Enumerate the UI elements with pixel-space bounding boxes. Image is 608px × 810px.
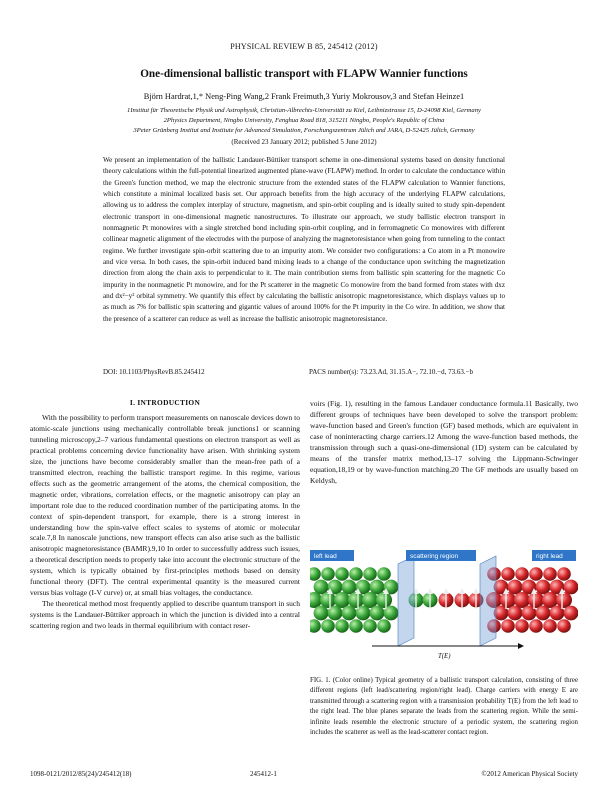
- atom: [362, 592, 378, 608]
- atom: [334, 592, 350, 608]
- affiliation-3: 3Peter Grünberg Institut and Institute for Advanced Simulation, Forschungszentrum Jülich and JARA, D-52425 Jülich, Germany: [133, 127, 475, 134]
- copyright: ©2012 American Physical Society: [481, 770, 578, 778]
- section-heading: I. INTRODUCTION: [129, 398, 201, 407]
- atom: [536, 606, 551, 621]
- atom: [321, 619, 335, 633]
- atom: [514, 592, 530, 608]
- paragraph: With the possibility to perform transport measurements on nanoscale devices down to atomic-scale junctions using mechanically controllable break junctions1 or scanning tunneling microscopy,2–7 various fundamental questions on electron transport as well as practical problems concerning device functionality have arisen. With shrinking system size, the junctions have become considerably smaller than the mean-free path of a transmitted electron, reaching the ballistic transport regime. In this regime, various effects such as the geometric arrangement of the atoms, the chemical composition, the magnetic order, vibrations, correlation effects, or the magnetic anisotropy can play an important role due to the reduced coordination number of the participating atoms. In the context of spin-dependent transport, for example, there is a strong interest in understanding how the spin-valve effect scales to systems of atomic or molecular scale.7,8 In nanoscale junctions, new transport effects can also arise such as the ballistic anisotropic magnetoresistance (BAMR).9,10 In order to successfully address such issues, a theoretical description needs to properly take into account the electronic structure of the system, which is typically obtained by first-principles methods based on density functional theory (DFT). The central experimental quantity is the measured current versus bias voltage (I-V curve) or, at small bias voltages, the conductance.: [30, 413, 300, 598]
- atom: [529, 567, 543, 581]
- atom: [320, 592, 336, 608]
- pacs-numbers: PACS number(s): 73.23.Ad, 31.15.A−, 72.10.−d, 73.63.−b: [309, 368, 474, 376]
- affiliation-1: 1Institut für Theoretische Physik und Astrophysik, Christian-Albrechts-Universität zu Kiel, Leibnizstrasse 15, D-24098 Kiel, Germany: [127, 107, 481, 114]
- atom: [377, 619, 391, 633]
- left-column: [30, 413, 300, 632]
- transmission-arrowhead: [518, 643, 524, 649]
- abstract: [103, 155, 505, 325]
- atom: [529, 619, 543, 633]
- atom: [314, 580, 329, 595]
- spin-arrowhead: [443, 588, 449, 594]
- atom: [310, 567, 321, 581]
- atom: [370, 580, 385, 595]
- atom: [377, 567, 391, 581]
- spin-arrowhead: [473, 588, 479, 594]
- left-boundary-plane: [398, 556, 414, 646]
- atom: [557, 619, 571, 633]
- figure-caption: FIG. 1. (Color online) Typical geometry of a ballistic transport calculation, consisting of three different regions (left lead/scattering region/right lead). Charge carriers with energy E are transmitted through a scattering region with a transmission probability T(E) from the left lead to the right lead. The blue planes separate the leads from the scattering region. While the semi-infinite leads resemble the electronic structure of a periodic system, the scattering region includes the scatterer as well as the lead-scatterer contact region.: [310, 677, 578, 737]
- right-lead-label: right lead: [536, 553, 563, 560]
- atom: [543, 619, 557, 633]
- atom: [321, 567, 335, 581]
- right-boundary-plane: [480, 556, 496, 646]
- atom: [314, 606, 329, 621]
- atom: [363, 567, 377, 581]
- affiliation-2: 2Physics Department, Ningbo University, Fenghua Road 818, 315211 Ningbo, People's Republic of China: [163, 117, 445, 124]
- atom: [528, 592, 544, 608]
- paragraph: voirs (Fig. 1), resulting in the famous Landauer conductance formula.11 Basically, two different groups of techniques have been developed to solve the transport problem: wave-function based and Green's function (GF) based methods, which are equivalent in case of noninteracting charge carriers.12 Among the wave-function based methods, the transmission through such a quasi-one-dimensional (1D) system can be calculated by means of the transfer matrix method,13–17 solving the Lippmann-Schwinger equation,18,19 or by wave-function matching.20 The GF methods are usually based on Keldysh,: [310, 399, 578, 485]
- atom: [501, 619, 515, 633]
- atom: [335, 567, 349, 581]
- spin-arrowhead: [459, 588, 465, 594]
- right-column: [310, 399, 578, 487]
- journal-header: PHYSICAL REVIEW B 85, 245412 (2012): [230, 42, 378, 51]
- left-lead-label: left lead: [314, 553, 337, 560]
- abstract-text: We present an implementation of the ballistic Landauer-Büttiker transport scheme in one-dimensional systems based on density functional theory calculations within the full-potential linearized augmented plane-wave (FLAPW) method. In order to calculate the conductance within the Green's function method, we map the electronic structure from the extended states of the FLAPW calculation to Wannier functions, which constitute a minimal localized basis set. Our approach benefits from the high accuracy of the underlying FLAPW calculations, allowing us to address the complex interplay of structure, magnetism, and spin-orbit coupling and is ideally suited to study spin-dependent electronic transport in one-dimensional magnetic nanostructures. To illustrate our approach, we study ballistic electron transport in nonmagnetic Pt monowires with a single stretched bond including spin-orbit coupling, and in ferromagnetic Co monowires with different collinear magnetic alignment of the electrodes with the purpose of analyzing the magnetoresistance when going from tunneling to the contact regime. We further investigate spin-orbit scattering due to an impurity atom. We consider two configurations: a Co atom in a Pt monowire and vice versa. In both cases, the spin-orbit induced band mixing leads to a change of the conductance upon switching the magnetization direction from along the chain axis to perpendicular to it. The main contribution stems from ballistic spin scattering for the magnetic Co impurity in the nonmagnetic Pt monowire, and for the Pt scatterer in the magnetic Co monowire from the band formed from states with dxz and dx²−y² orbital symmetry. We quantify this effect by calculating the ballistic anisotropic magnetoresistance, which displays values up to as much as 7% for ballistic spin scattering and gigantic values of around 100% for the Pt impurity in the Co wire. In addition, we show that the presence of a scatterer can reduce as well as increase the ballistic anisotropic magnetoresistance.: [103, 156, 505, 323]
- atom: [370, 606, 385, 621]
- atom: [363, 619, 377, 633]
- atom: [515, 567, 529, 581]
- atom: [376, 592, 392, 608]
- page-number: 245412-1: [250, 770, 277, 778]
- atom: [501, 567, 515, 581]
- atom: [556, 592, 572, 608]
- scattering-region-label: scattering region: [410, 553, 459, 560]
- atom: [536, 580, 551, 595]
- atom: [348, 592, 364, 608]
- atom: [508, 606, 523, 621]
- atom: [564, 580, 578, 595]
- transport-geometry-illustration: [310, 550, 578, 668]
- atom: [557, 567, 571, 581]
- figure-1: [310, 550, 578, 668]
- atom-cluster: [310, 567, 578, 633]
- atom: [543, 567, 557, 581]
- spin-arrowhead: [427, 588, 433, 594]
- received-date: (Received 23 January 2012; published 5 June 2012): [231, 138, 377, 146]
- atom: [310, 619, 321, 633]
- atom: [349, 567, 363, 581]
- atom: [564, 606, 578, 621]
- paper-title: One-dimensional ballistic transport with FLAPW Wannier functions: [140, 68, 468, 80]
- atom: [349, 619, 363, 633]
- paragraph: The theoretical method most frequently applied to describe quantum transport in such systems is the Landauer-Büttiker approach in which the junction is divided into a central scattering region and two leads in thermal equilibrium with contact reser-: [30, 599, 300, 631]
- atom: [342, 580, 357, 595]
- author-list: Björn Hardrat,1,* Neng-Ping Wang,2 Frank Freimuth,3 Yuriy Mokrousov,3 and Stefan Heinze1: [143, 92, 465, 101]
- footer-id: 1098-0121/2012/85(24)/245412(18): [30, 770, 132, 778]
- atom: [342, 606, 357, 621]
- atom: [542, 592, 558, 608]
- atom: [508, 580, 523, 595]
- atom: [335, 619, 349, 633]
- transmission-label: T(E): [438, 653, 451, 660]
- doi-link[interactable]: DOI: 10.1103/PhysRevB.85.245412: [103, 368, 205, 376]
- atom: [500, 592, 516, 608]
- atom: [515, 619, 529, 633]
